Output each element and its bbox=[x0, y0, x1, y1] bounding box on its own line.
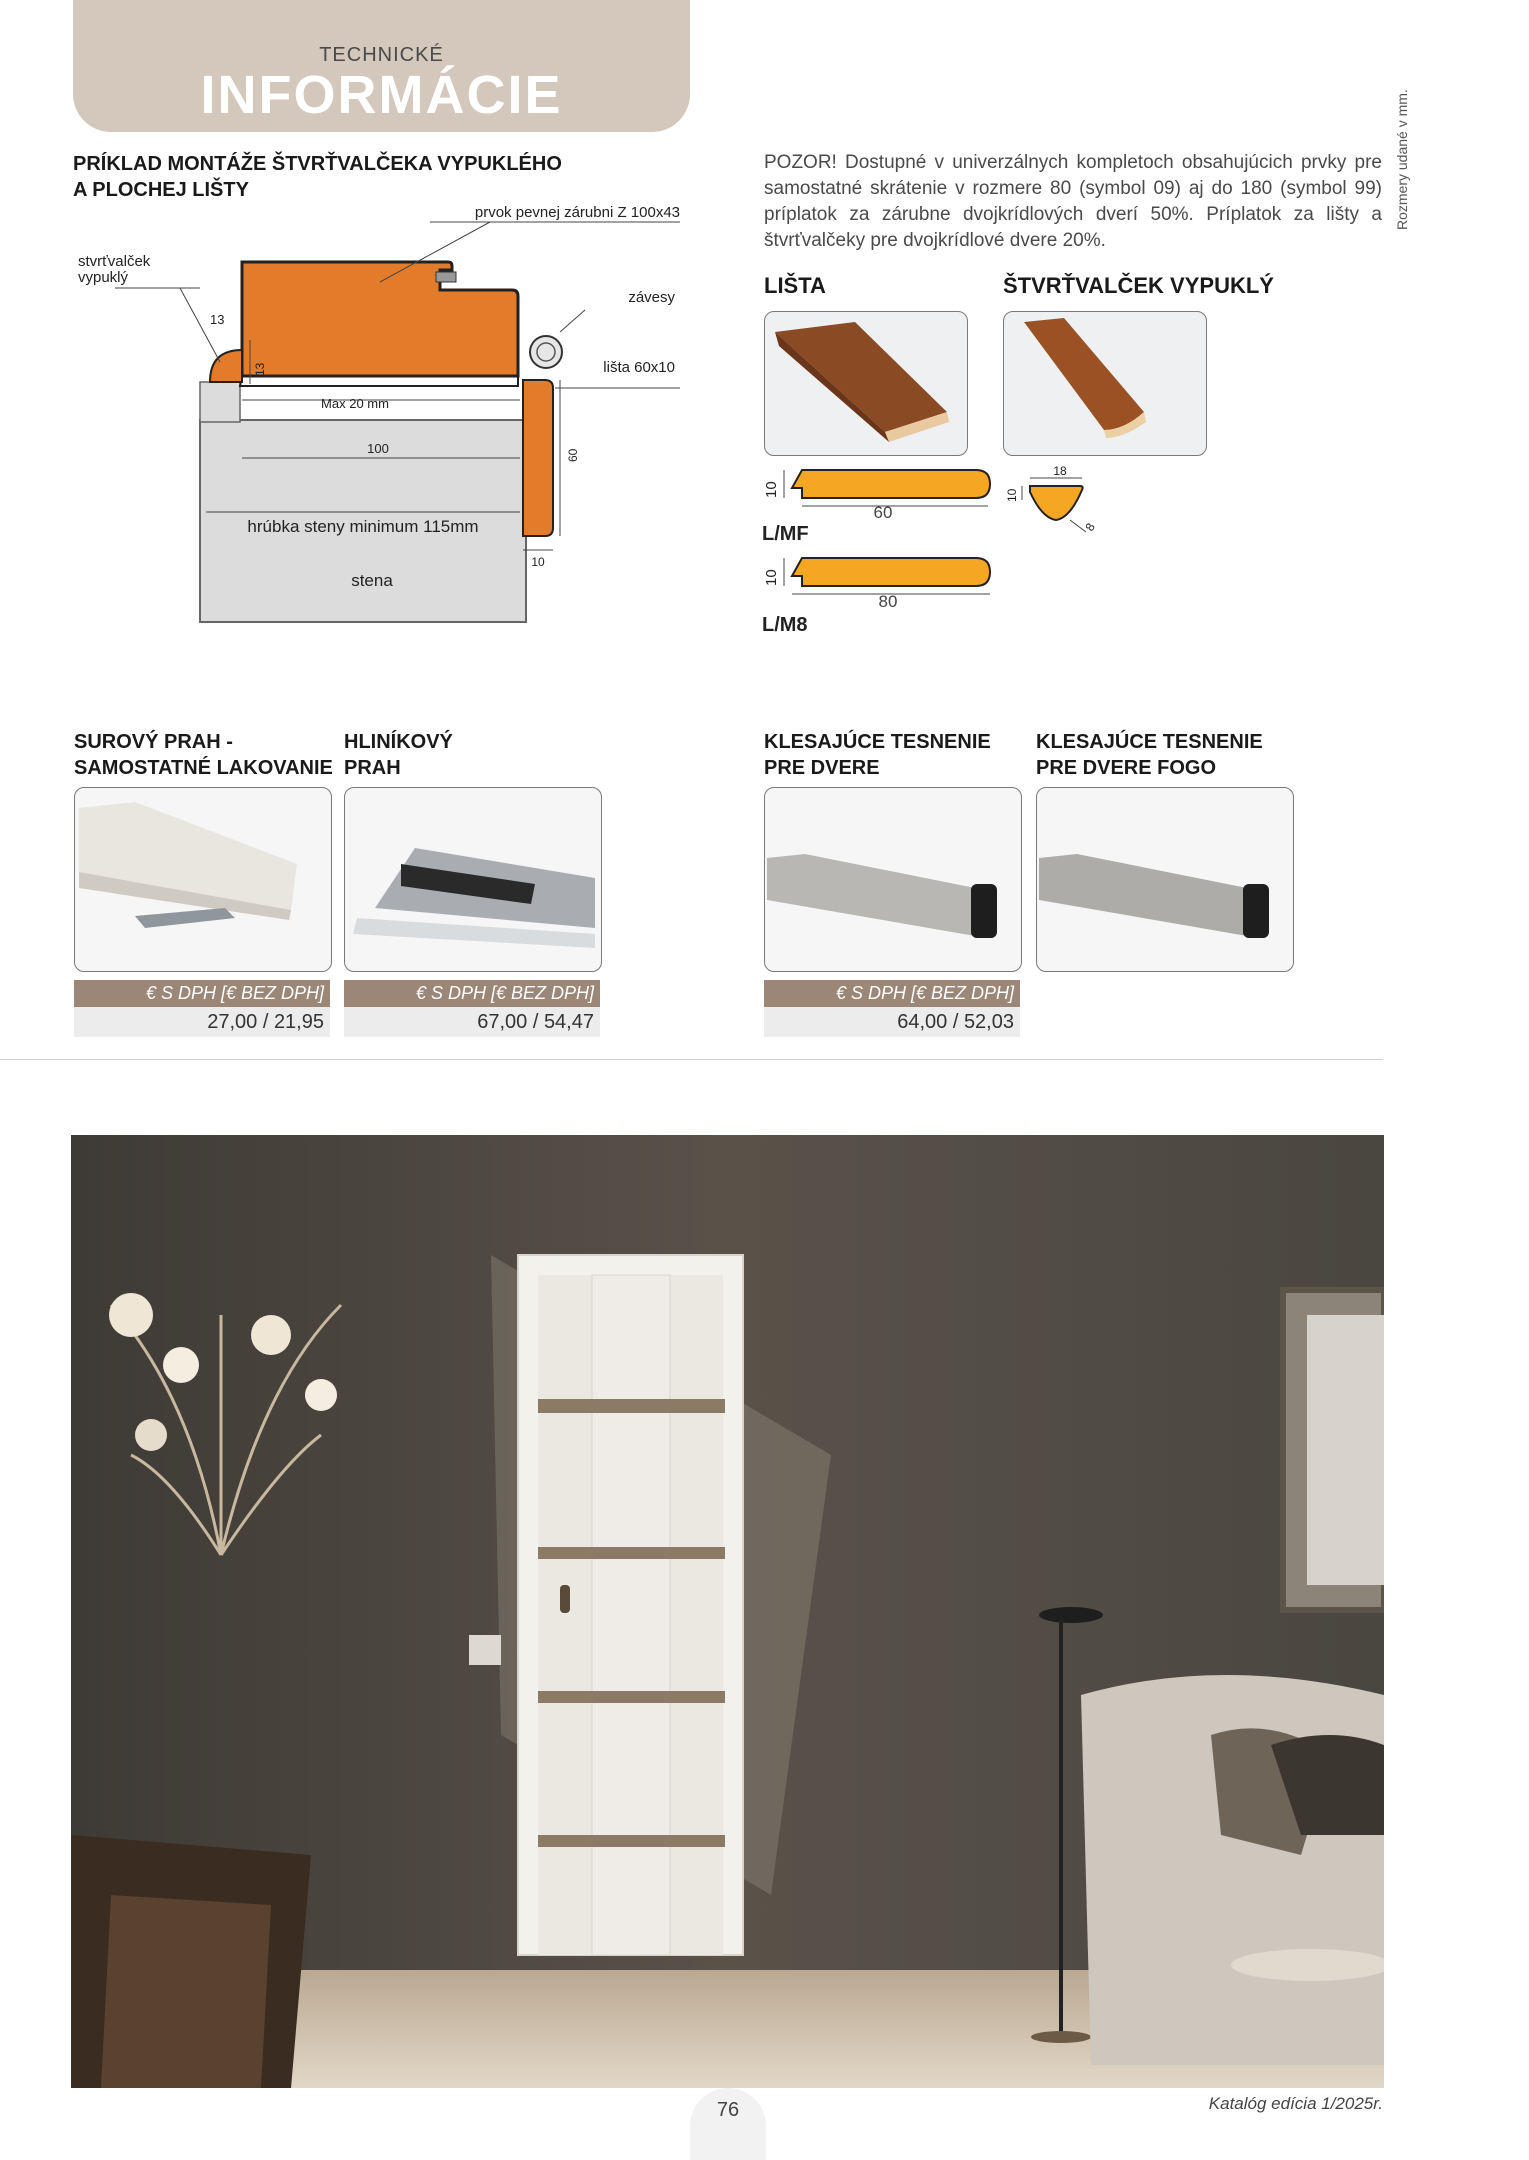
wall-label: stena bbox=[351, 571, 393, 590]
product-1-photo bbox=[74, 787, 332, 972]
price-value: 67,00 / 54,47 bbox=[344, 1007, 600, 1037]
product-2-title-2: PRAH bbox=[344, 757, 401, 779]
price-value: 27,00 / 21,95 bbox=[74, 1007, 330, 1037]
lm8-profile bbox=[792, 558, 990, 586]
dim-60: 60 bbox=[566, 448, 580, 462]
lm8-height: 10 bbox=[763, 569, 780, 586]
product-4-title-1: KLESAJÚCE TESNENIE bbox=[1036, 731, 1263, 753]
frame-label: prvok pevnej zárubni Z 100x43 bbox=[474, 204, 680, 221]
product-3-title-2: PRE DVERE bbox=[764, 757, 880, 779]
header-subtitle: TECHNICKÉ bbox=[319, 44, 444, 66]
quarter-label-1: stvrťvalček bbox=[78, 253, 151, 270]
price-value: 64,00 / 52,03 bbox=[764, 1007, 1020, 1037]
price-header: € S DPH [€ BEZ DPH] bbox=[344, 980, 600, 1007]
diagram-title-1: PRÍKLAD MONTÁŽE ŠTVRŤVALČEKA VYPUKLÉHO bbox=[73, 153, 562, 175]
wall-notch bbox=[200, 382, 240, 422]
product-3-photo bbox=[764, 787, 1022, 972]
quarter-height: 10 bbox=[1005, 488, 1019, 502]
product-1-title-1: SUROVÝ PRAH - bbox=[74, 731, 233, 753]
hinge-icon bbox=[530, 336, 562, 368]
lmf-label: L/MF bbox=[762, 523, 809, 545]
catalog-edition: Katalóg edícia 1/2025r. bbox=[1208, 2094, 1383, 2113]
strip-shape bbox=[523, 380, 553, 536]
lista-photo bbox=[764, 311, 968, 456]
door-handle bbox=[560, 1585, 570, 1613]
floor-lamp bbox=[1039, 1607, 1103, 1623]
dim-10: 10 bbox=[531, 555, 545, 569]
wall-thickness-label: hrúbka steny minimum 115mm bbox=[247, 517, 479, 536]
header-title: INFORMÁCIE bbox=[200, 65, 563, 125]
diagram-title-2: A PLOCHEJ LIŠTY bbox=[73, 179, 249, 201]
product-4-photo bbox=[1036, 787, 1294, 972]
quarter-title: ŠTVRŤVALČEK VYPUKLÝ bbox=[1003, 273, 1274, 298]
mounting-diagram bbox=[60, 200, 690, 640]
product-2-price bbox=[344, 980, 600, 1037]
lmf-height: 10 bbox=[763, 481, 780, 498]
quarter-side: 8 bbox=[1082, 520, 1098, 534]
interior-photo bbox=[71, 1135, 1384, 2088]
light-switch bbox=[469, 1635, 501, 1665]
section-divider bbox=[0, 1059, 1383, 1060]
hinges-label: závesy bbox=[628, 289, 675, 306]
side-note-wrap bbox=[1394, 89, 1414, 380]
quarter-shape bbox=[210, 350, 242, 382]
lmf-profile bbox=[792, 470, 990, 498]
lm8-width: 80 bbox=[878, 592, 898, 611]
product-2-title-1: HLINÍKOVÝ bbox=[344, 731, 453, 753]
strip-label: lišta 60x10 bbox=[603, 359, 675, 376]
quarter-drawing bbox=[1000, 462, 1150, 542]
product-3-price bbox=[764, 980, 1020, 1037]
page-number: 76 bbox=[690, 2088, 766, 2160]
quarter-width: 18 bbox=[1053, 464, 1067, 478]
dim-13-side: 13 bbox=[253, 362, 267, 376]
product-2-photo bbox=[344, 787, 602, 972]
dim-100: 100 bbox=[367, 441, 389, 456]
product-1-price bbox=[74, 980, 330, 1037]
quarter-profile bbox=[1030, 486, 1083, 520]
lmf-width: 60 bbox=[873, 503, 893, 522]
price-header: € S DPH [€ BEZ DPH] bbox=[764, 980, 1020, 1007]
notice-text: POZOR! Dostupné v univerzálnych kompletoch obsahujúcich prvky pre samostatné skrátenie v rozmere 80 (symbol 09) aj do 180 (symbol 99) príplatok za zárubne dvojkrídlových dverí 50%. Príplatok za lišty a štvrťvalčeky pre dvojkrídlové dvere 20%. bbox=[764, 152, 1382, 251]
dim-13-top: 13 bbox=[210, 312, 225, 327]
side-note: Rozmery udané v mm. bbox=[1394, 89, 1410, 230]
dim-max: Max 20 mm bbox=[321, 396, 389, 411]
price-header: € S DPH [€ BEZ DPH] bbox=[74, 980, 330, 1007]
product-1-title-2: SAMOSTATNÉ LAKOVANIE bbox=[74, 757, 333, 779]
product-3-title-1: KLESAJÚCE TESNENIE bbox=[764, 731, 991, 753]
quarter-label-2: vypuklý bbox=[78, 269, 129, 286]
frame-shape bbox=[242, 262, 518, 376]
quarter-photo bbox=[1003, 311, 1207, 456]
lista-title: LIŠTA bbox=[764, 273, 826, 298]
profile-drawings bbox=[758, 462, 1028, 637]
lm8-label: L/M8 bbox=[762, 614, 808, 636]
product-4-title-2: PRE DVERE FOGO bbox=[1036, 757, 1217, 779]
